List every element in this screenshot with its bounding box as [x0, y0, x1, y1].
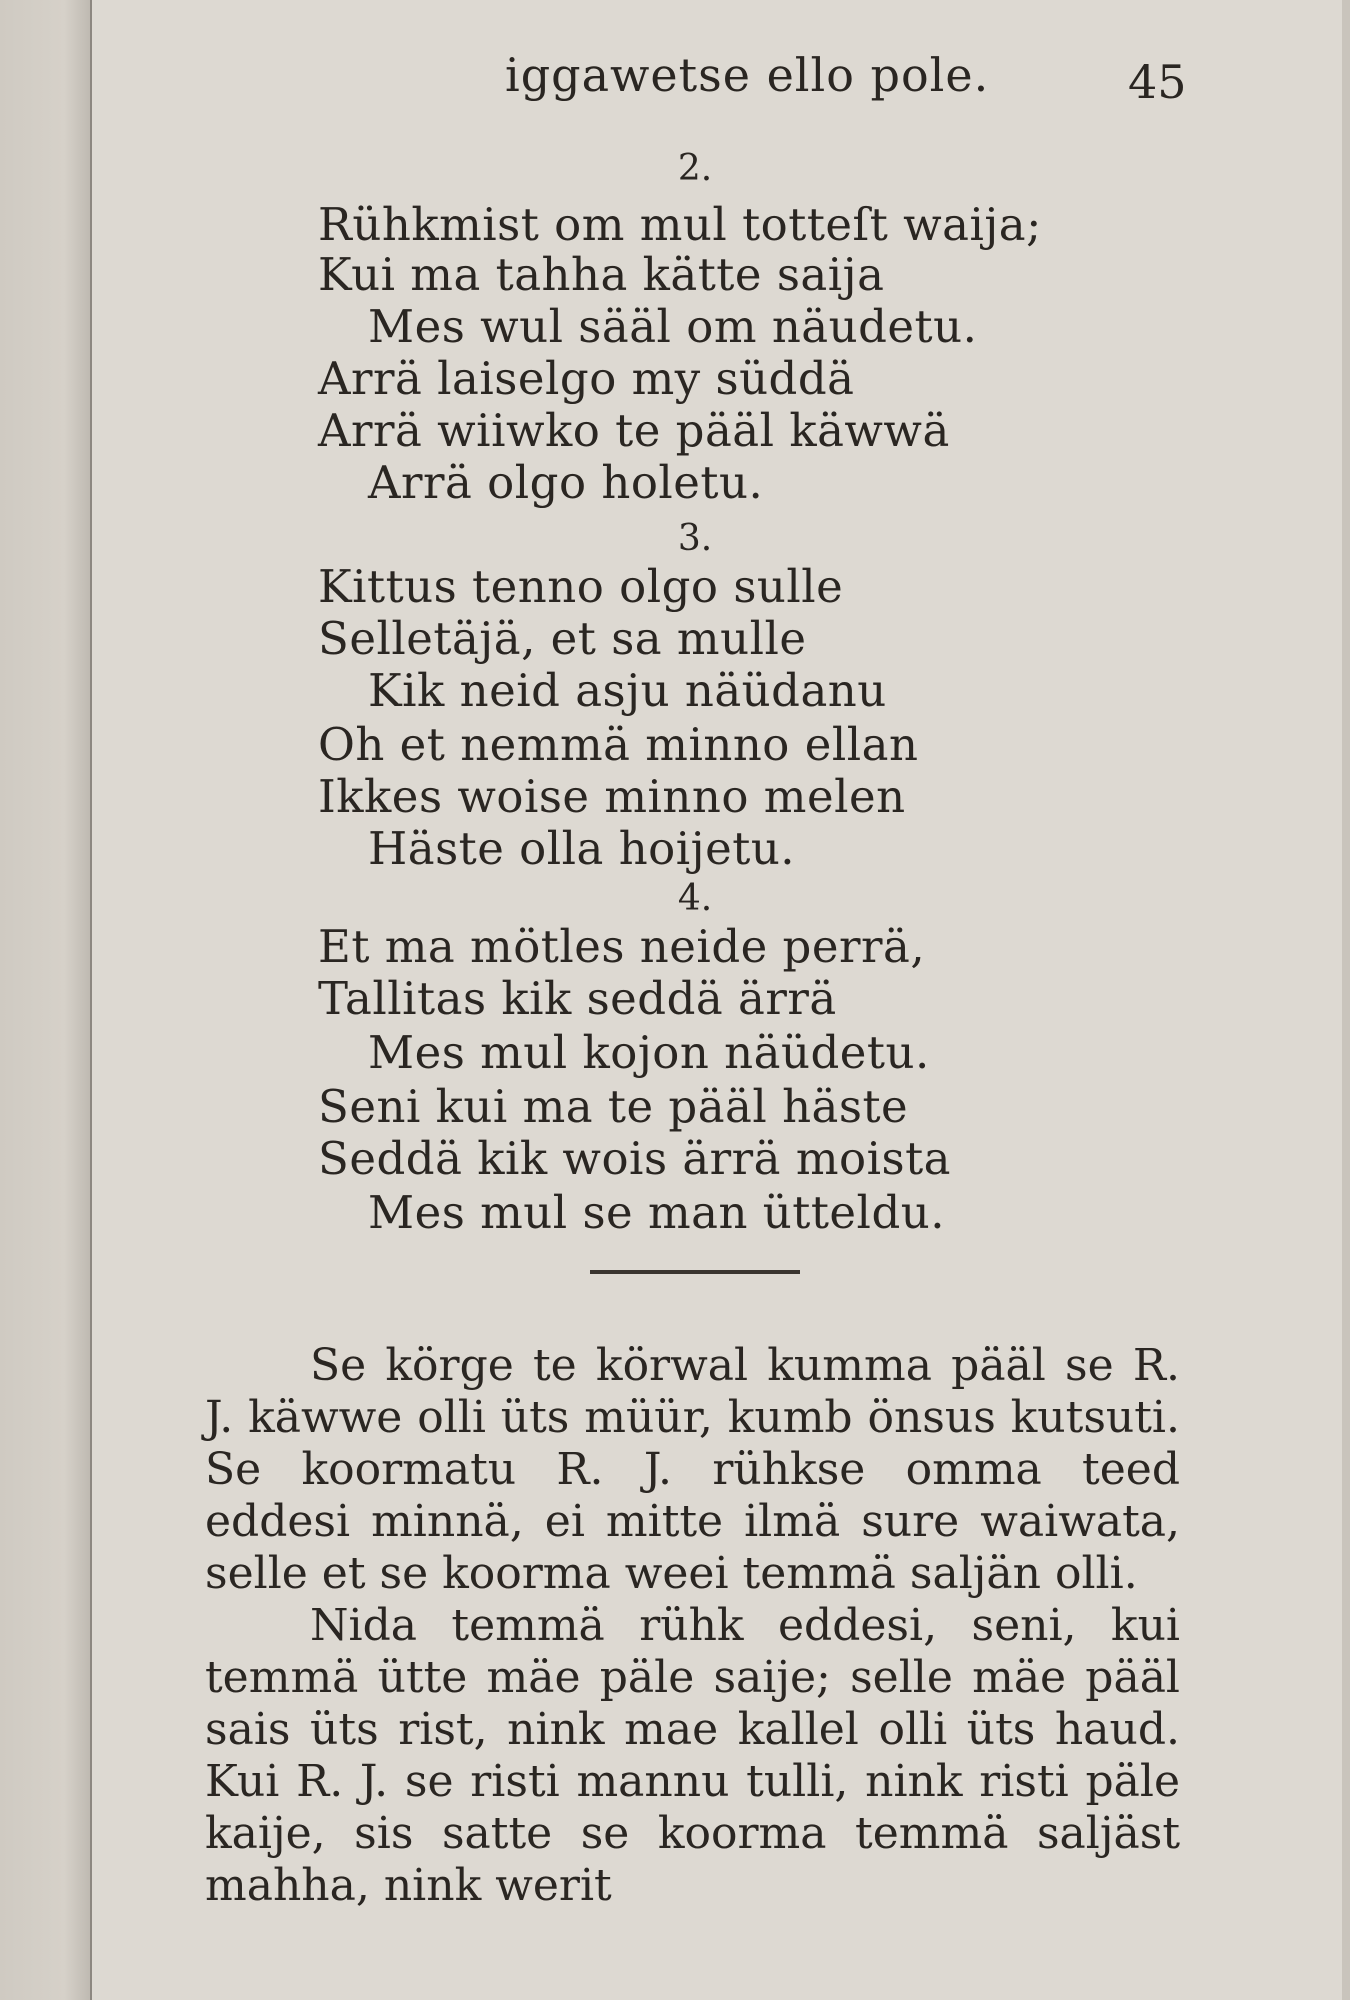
stanza-number: 3. [677, 518, 713, 559]
page-edge [1342, 0, 1350, 2000]
poem-line: Seddä kik wois ärrä moista [318, 1132, 951, 1185]
section-divider [590, 1270, 800, 1274]
poem-line: Arrä wiiwko te pääl käwwä [318, 404, 950, 457]
poem-line: Selletäjä, et sa mulle [318, 612, 807, 665]
poem-line: Mes mul kojon näüdetu. [368, 1026, 930, 1079]
poem-line: Häste olla hoijetu. [368, 822, 796, 875]
poem-line: Ikkes woise minno melen [318, 770, 906, 823]
poem-line: Oh et nemmä minno ellan [318, 718, 919, 771]
stanza-number: 4. [677, 878, 713, 919]
prose-paragraph-1: Se körge te körwal kumma pääl se R. J. käwwe olli üts müür, kumb önsus kutsuti. Se koormatu R. J. rühkse omma teed eddesi minnä, ei mitte ilmä sure waiwata, selle et se koorma weei temmä saljän olli. [205, 1340, 1180, 1599]
poem-line: Kittus tenno olgo sulle [318, 560, 844, 613]
poem-line: Rühkmist om mul totteſt waija; [318, 198, 1042, 251]
book-gutter [0, 0, 92, 2000]
prose-paragraph [205, 1600, 1180, 1912]
poem-line: Kui ma tahha kätte saija [318, 248, 885, 301]
prose-paragraph-2: Nida temmä rühk eddesi, seni, kui temmä ütte mäe päle saije; selle mäe pääl sais üts rist, nink mae kallel olli üts haud. Kui R. J. se risti mannu tulli, nink risti päle kaije, sis satte se koorma temmä saljäst mahha, nink werit [205, 1600, 1180, 1911]
poem-line: Et ma mötles neide perrä, [318, 920, 926, 973]
running-header: iggawetse ello pole. [505, 48, 990, 102]
page-number: 45 [1128, 55, 1187, 109]
poem-line: Mes mul se man ütteldu. [368, 1186, 946, 1239]
poem-line: Mes wul sääl om näudetu. [368, 300, 978, 353]
prose-paragraph [205, 1340, 1180, 1600]
poem-line: Kik neid asju näüdanu [368, 664, 887, 717]
poem-line: Seni kui ma te pääl häste [318, 1080, 909, 1133]
stanza-number: 2. [677, 148, 713, 189]
poem-line: Tallitas kik seddä ärrä [318, 972, 837, 1025]
poem-line: Arrä laiselgo my süddä [318, 352, 855, 405]
poem-line: Arrä olgo holetu. [368, 456, 764, 509]
